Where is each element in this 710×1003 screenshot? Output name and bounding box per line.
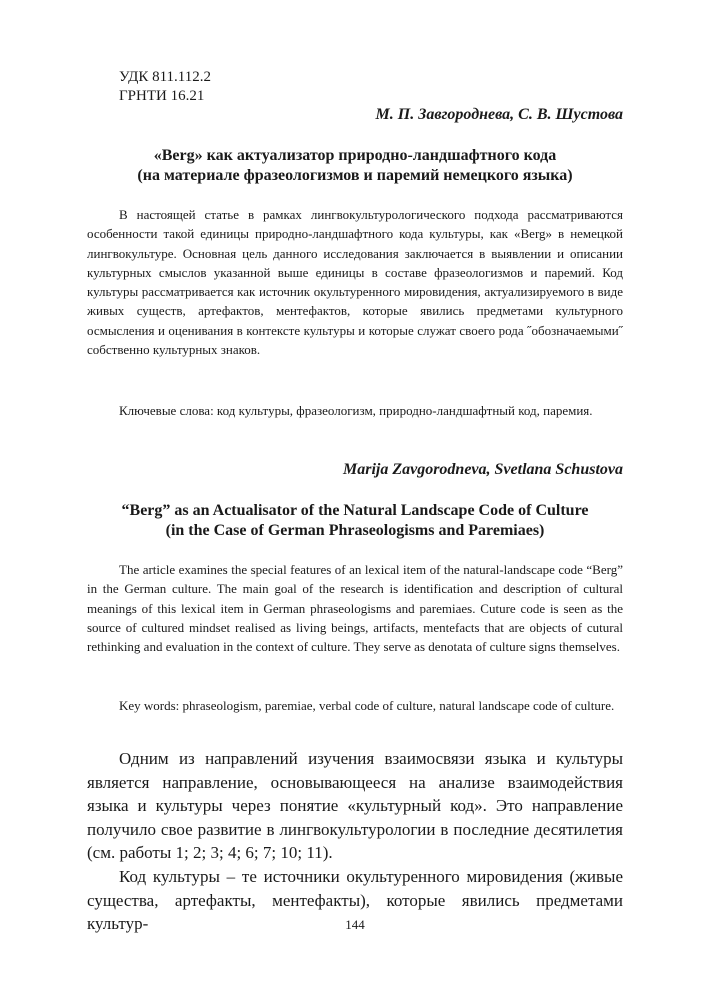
en-title (87, 501, 623, 541)
en-authors: Marija Zavgorodneva, Svetlana Schustova (342, 461, 623, 478)
page-number: 144 (345, 917, 365, 932)
ru-title (87, 146, 623, 186)
en-abstract: The article examines the special features of an lexical item of the natural-landscape code “Berg” in the German culture. The main goal of the research is identification and description of cultural meanings of this lexical item in German phraseologisms and paremiaes. Cuture code is seen as the source of cultured mindset realised as living beings, artifacts, mentefacts that are objects of cutural rethinking and evaluation in the context of culture. They serve as denotata of culture signs themselves. (87, 562, 623, 655)
en-title-line1: “Berg” as an Actualisator of the Natural Landscape Code of Culture (121, 502, 589, 519)
en-keywords: Key words: phraseologism, paremiae, verbal code of culture, natural landscape code of culture. (119, 698, 615, 713)
body-paragraph-2: Код культуры – те источники окультуренного мировидения (живые существа, артефакты, ментефакты), которые явились предметами культур- (87, 867, 623, 933)
body-paragraph-1: Одним из направлений изучения взаимосвязи языка и культуры является направление, основывающееся на анализе взаимодействия языка и культуры через понятие «культурный код». Это направление получило свое развитие в лингвокультурологии в последние десятилетия (см. работы 1; 2; 3; 4; 6; 7; 10; 11). (87, 749, 623, 862)
en-title-line2: (in the Case of German Phraseologisms and Paremiaes) (165, 522, 545, 539)
ru-title-line2: (на материале фразеологизмов и паремий немецкого языка) (137, 167, 573, 184)
udc-code: УДК 811.112.2 (119, 69, 211, 85)
grnti-code: ГРНТИ 16.21 (119, 88, 205, 104)
ru-title-line1: «Berg» как актуализатор природно-ландшафтного кода (153, 147, 557, 164)
ru-abstract: В настоящей статье в рамках лингвокультурологического подхода рассматриваются особенности такой единицы природно-ландшафтного кода культуры, как «Berg» в немецкой лингвокультуре. Основная цель данного исследования заключается в выявлении и описании культурных смыслов указанной выше единицы в составе фразеологизмов и паремий. Код культуры рассматривается как источник окультуренного мировидения, актуализируемого в виде живых существ, артефактов, ментефактов, которые явились предметами культурного осмысления и оценивания в контексте культуры и которые служат своего рода ˝обозначаемыми˝ собственно культурных знаков. (87, 207, 623, 358)
ru-authors: М. П. Завгороднева, С. В. Шустова (375, 106, 623, 123)
ru-keywords: Ключевые слова: код культуры, фразеологизм, природно-ландшафтный код, паремия. (119, 403, 593, 418)
